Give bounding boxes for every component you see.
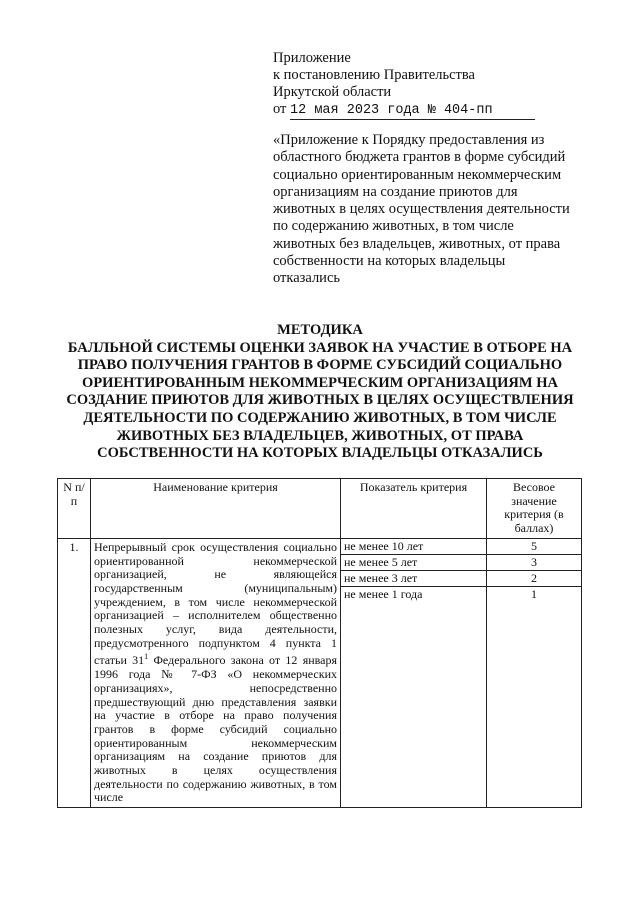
- criteria-table: [57, 478, 582, 808]
- appendix-block: [273, 50, 535, 120]
- row-criterion: [91, 538, 341, 807]
- indicator-item: не менее 3 лет: [341, 571, 486, 587]
- document-title: [20, 322, 620, 463]
- title-line-7: ЖИВОТНЫХ БЕЗ ВЛАДЕЛЬЦЕВ, ЖИВОТНЫХ, ОТ ПРАВА: [116, 427, 524, 444]
- indicator-item: не менее 5 лет: [341, 555, 486, 571]
- weight-item: 3: [487, 555, 581, 571]
- title-line-6: ДЕЯТЕЛЬНОСТИ ПО СОДЕРЖАНИЮ ЖИВОТНЫХ, В ТОМ ЧИСЛЕ: [83, 409, 557, 426]
- appendix-line-1: Приложение: [273, 50, 351, 66]
- row-weights: [487, 538, 582, 807]
- title-line-3: ПРАВО ПОЛУЧЕНИЯ ГРАНТОВ В ФОРМЕ СУБСИДИЙ СОЦИАЛЬНО: [77, 357, 563, 374]
- indicator-item: не менее 1 года: [344, 586, 423, 601]
- date-number: 12 мая 2023 года № 404-пп: [290, 103, 493, 118]
- indicator-item: не менее 10 лет: [341, 539, 486, 555]
- header-indicator: Показатель критерия: [341, 479, 487, 539]
- header-criterion: Наименование критерия: [91, 479, 341, 539]
- appendix-line-3: Иркутской области: [273, 84, 392, 100]
- title-line-5: СОЗДАНИЕ ПРИЮТОВ ДЛЯ ЖИВОТНЫХ В ЦЕЛЯХ ОСУЩЕСТВЛЕНИЯ: [66, 392, 574, 409]
- row-indicators: [341, 538, 487, 807]
- weight-item: 5: [487, 539, 581, 555]
- date-number-field: [290, 101, 535, 120]
- criterion-text-b: Федерального закона от 12 января 1996 года № 7-ФЗ «О некоммерческих организациях», непосредственно предшествующий дню представления заявки на участие в отборе на право получения грантов в форме субсидий социально ориентированным некоммерческим организациям на создание приютов для животных в целях осуществления деятельности по содержанию животных, в том числе: [94, 653, 337, 805]
- from-label: от: [273, 101, 287, 117]
- title-line-4: ОРИЕНТИРОВАННЫМ НЕКОММЕРЧЕСКИМ ОРГАНИЗАЦИЯМ НА: [82, 374, 558, 391]
- preamble-text: «Приложение к Порядку предоставления из областного бюджета грантов в форме субсидий социально ориентированным некоммерческим организациям на создание приютов для животных в целях осуществления деятельности по содержанию животных, в том числе животных без владельцев, животных, от права собственности на которых владельцы отказались: [273, 132, 570, 287]
- title-line-1: МЕТОДИКА: [277, 322, 363, 338]
- table-row: [58, 538, 582, 807]
- criterion-text-a: Непрерывный срок осуществления социально ориентированной некоммерческой организацией, не являющейся государственным (муниципальным) учреждением, в том числе некоммерческой организацией – исполнителем общественно полезных услуг, вида деятельности, предусмотренного подпунктом 4 пункта 1 статьи 31: [94, 539, 337, 668]
- appendix-date-line: [273, 101, 535, 120]
- title-line-8: СОБСТВЕННОСТИ НА КОТОРЫХ ВЛАДЕЛЬЦЫ ОТКАЗАЛИСЬ: [97, 445, 543, 462]
- header-weight: Весовое значение критерия (в баллах): [487, 479, 582, 539]
- criterion-footnote: 1: [144, 652, 149, 662]
- header-num: N п/п: [58, 479, 91, 539]
- weight-item: 1: [531, 586, 537, 601]
- table-header-row: [58, 479, 582, 539]
- appendix-line-2: к постановлению Правительства: [273, 67, 475, 83]
- row-num: 1.: [58, 538, 91, 807]
- title-line-2: БАЛЛЬНОЙ СИСТЕМЫ ОЦЕНКИ ЗАЯВОК НА УЧАСТИЕ В ОТБОРЕ НА: [67, 339, 573, 356]
- weight-item: 2: [487, 571, 581, 587]
